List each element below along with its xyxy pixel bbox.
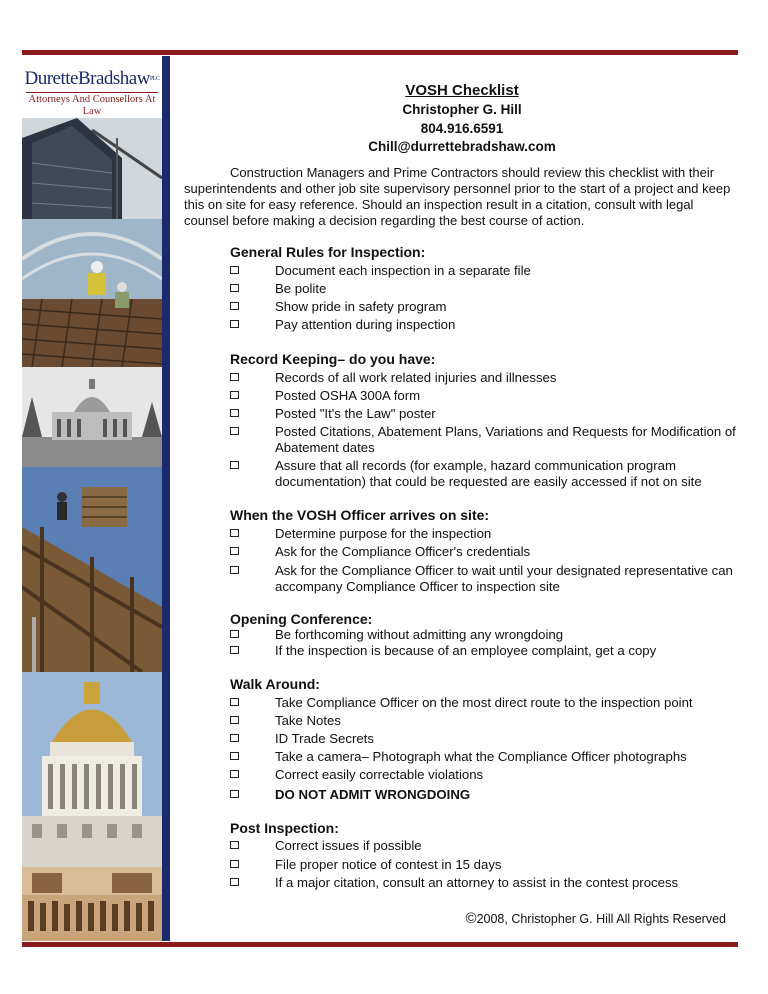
section-title-officer-arrives: When the VOSH Officer arrives on site: bbox=[230, 507, 490, 523]
photo-sepia-crew bbox=[22, 867, 162, 941]
checkbox-icon[interactable] bbox=[230, 752, 239, 760]
logo-name: DuretteBradshaw bbox=[24, 68, 150, 89]
logo-subtitle: Attorneys And Counsellors At Law bbox=[26, 92, 158, 118]
checkbox-icon[interactable] bbox=[230, 266, 239, 274]
checkbox-icon[interactable] bbox=[230, 302, 239, 310]
bottom-rule bbox=[22, 942, 738, 947]
checkbox-icon[interactable] bbox=[230, 698, 239, 706]
checkbox-icon[interactable] bbox=[230, 284, 239, 292]
checkbox-icon[interactable] bbox=[230, 734, 239, 742]
section-title-general-rules: General Rules for Inspection: bbox=[230, 244, 426, 260]
copyright-text: 2008, Christopher G. Hill All Rights Reserved bbox=[476, 912, 726, 926]
checkbox-icon[interactable] bbox=[230, 790, 239, 798]
photo-rebar-workers bbox=[22, 219, 162, 367]
checkbox-icon[interactable] bbox=[230, 770, 239, 778]
checkbox-icon[interactable] bbox=[230, 427, 239, 435]
author-email: Chill@durrettebradshaw.com bbox=[368, 139, 556, 154]
section-title-walk-around: Walk Around: bbox=[230, 676, 320, 692]
checkbox-icon[interactable] bbox=[230, 878, 239, 886]
checkbox-icon[interactable] bbox=[230, 630, 239, 638]
photo-capitol-dome bbox=[22, 672, 162, 867]
copyright-footer bbox=[466, 910, 726, 927]
firm-logo bbox=[22, 60, 162, 118]
sidebar-accent-bar bbox=[162, 56, 170, 941]
author-name: Christopher G. Hill bbox=[402, 102, 522, 117]
checkbox-icon[interactable] bbox=[230, 646, 239, 654]
checkbox-icon[interactable] bbox=[230, 391, 239, 399]
page-title: VOSH Checklist bbox=[405, 82, 519, 99]
author-phone: 804.916.6591 bbox=[420, 121, 504, 136]
checkbox-icon[interactable] bbox=[230, 547, 239, 555]
section-title-post-inspection: Post Inspection: bbox=[230, 820, 339, 836]
sidebar bbox=[22, 56, 162, 941]
photo-glass-building bbox=[22, 118, 162, 219]
photo-roof-framing bbox=[22, 467, 162, 672]
logo-tm: PLC bbox=[149, 76, 160, 82]
checkbox-icon[interactable] bbox=[230, 320, 239, 328]
copyright-symbol: © bbox=[465, 910, 477, 927]
checkbox-icon[interactable] bbox=[230, 373, 239, 381]
checkbox-icon[interactable] bbox=[230, 566, 239, 574]
checkbox-icon[interactable] bbox=[230, 841, 239, 849]
checkbox-icon[interactable] bbox=[230, 461, 239, 469]
checkbox-icon[interactable] bbox=[230, 860, 239, 868]
checkbox-icon[interactable] bbox=[230, 716, 239, 724]
section-title-record-keeping: Record Keeping– do you have: bbox=[230, 351, 436, 367]
checkbox-icon[interactable] bbox=[230, 409, 239, 417]
section-title-opening-conference: Opening Conference: bbox=[230, 611, 373, 627]
checkbox-icon[interactable] bbox=[230, 529, 239, 537]
intro-paragraph: Construction Managers and Prime Contractors should review this checklist with their superintendents and other job site supervisory personnel prior to the start of a project and keep this on site for easy reference. Should an inspection result in a citation, consult with legal counsel before making a decision regarding the best course of action. bbox=[184, 165, 731, 228]
photo-capitol-bw bbox=[22, 367, 162, 467]
top-rule bbox=[22, 50, 738, 55]
